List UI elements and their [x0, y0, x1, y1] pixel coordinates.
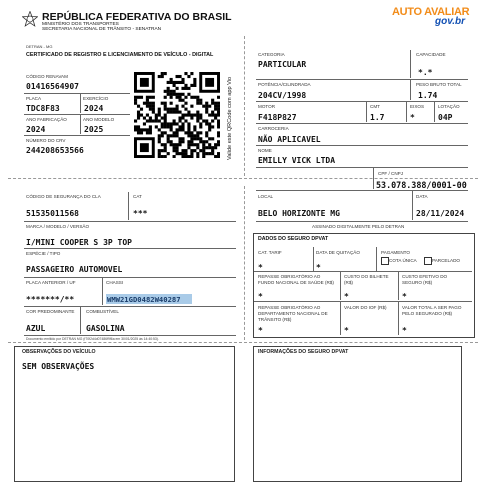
cla-label: CÓDIGO DE SEGURANÇA DO CLA [26, 194, 101, 199]
especie-label: ESPÉCIE / TIPO [26, 251, 61, 256]
chassi-label: CHASSI [106, 280, 124, 285]
carroceria-value: NÃO APLICAVEL [258, 135, 321, 144]
renavam-label: CÓDIGO RENAVAM [26, 74, 68, 79]
local-value: BELO HORIZONTE MG [258, 209, 340, 218]
dpvat-title: DADOS DO SEGURO DPVAT [258, 236, 329, 242]
repasse-fns-label: REPASSE OBRIGATÓRIO AO FUNDO NACIONAL DE SAÚDE (R$) [258, 274, 334, 285]
combustivel-value: GASOLINA [86, 324, 125, 333]
pagamento-label: PAGAMENTO [381, 250, 410, 255]
placa-value: TDC8F83 [26, 104, 60, 113]
parcelado-label: PARCELADO [432, 258, 460, 263]
valor-total-value: * [402, 326, 407, 335]
autoavaliar-logo-text: AUTO AVALIAR [392, 6, 470, 18]
info-dpvat-box [253, 346, 462, 482]
renavam-value: 01416564907 [26, 82, 79, 91]
cota-unica-label: COTA ÚNICA [389, 258, 417, 263]
cpf-value: 53.078.388/0001-00 [376, 180, 467, 190]
cat-tarif-label: CAT. TARIF [258, 250, 282, 255]
cat-tarif-value: * [258, 263, 263, 272]
header-ministry: MINISTÉRIO DOS TRANSPORTES [42, 22, 119, 27]
potencia-label: POTÊNCIA/CILINDRADA [258, 82, 311, 87]
combustivel-label: COMBUSTÍVEL [86, 309, 119, 314]
iof-value: * [344, 326, 349, 335]
eixos-value: * [410, 113, 415, 122]
exercicio-label: EXERCÍCIO [83, 96, 109, 101]
potencia-value: 204CV/1998 [258, 91, 307, 100]
repasse-fns-value: * [258, 292, 263, 301]
cota-unica-checkbox[interactable] [381, 257, 389, 265]
parcelado-checkbox[interactable] [424, 257, 432, 265]
ano-fabricacao-value: 2024 [26, 125, 46, 134]
ano-modelo-label: ANO MODELO [83, 117, 115, 122]
placa-anterior-value: *******/** [26, 295, 75, 304]
cor-label: COR PREDOMINANTE [26, 309, 75, 314]
carroceria-label: CARROCERIA [258, 126, 289, 131]
observacoes-label: OBSERVAÇÕES DO VEÍCULO [22, 349, 96, 355]
motor-value: F418P827 [258, 113, 297, 122]
info-dpvat-label: INFORMAÇÕES DO SEGURO DPVAT [258, 349, 349, 355]
repasse-denatran-label: REPASSE OBRIGATÓRIO AO DEPARTAMENTO NACIONAL DE TRÂNSITO (R$) [258, 305, 328, 322]
assinado-label: ASSINADO DIGITALMENTE PELO DETRAN [312, 224, 405, 229]
placa-label: PLACA [26, 96, 42, 101]
marca-label: MARCA / MODELO / VERSÃO [26, 224, 90, 229]
govbr-logo: gov.br [435, 16, 466, 27]
eixos-label: EIXOS [410, 104, 425, 109]
qr-code-graphic [134, 72, 220, 158]
iof-label: VALOR DO IOF (R$) [344, 305, 387, 310]
categoria-label: CATEGORIA [258, 52, 285, 57]
marca-value: I/MINI COOPER S 3P TOP [26, 238, 132, 247]
cmt-label: CMT [370, 104, 380, 109]
custo-efetivo-label: CUSTO EFETIVO DO SEGURO (R$) [402, 274, 448, 285]
cmt-value: 1.7 [370, 113, 385, 122]
capacidade-label: CAPACIDADE [416, 52, 446, 57]
cor-value: AZUL [26, 324, 46, 333]
autoavaliar-logo [392, 2, 478, 16]
peso-value: 1.74 [418, 91, 438, 100]
nome-label: NOME [258, 148, 272, 153]
lotacao-value: 04P [438, 113, 453, 122]
motor-label: MOTOR [258, 104, 276, 109]
document-title: CERTIFICADO DE REGISTRO E LICENCIAMENTO DE VEÍCULO - DIGITAL [26, 52, 214, 58]
data-label: DATA [416, 194, 428, 199]
footnote: Documento emitido por DETRAN MG (f70f2d4d07486f9f6a em 30/01/2025 às 14:40:53). [26, 337, 159, 341]
custo-efetivo-value: * [402, 292, 407, 301]
qr-caption: Valide este QRCode com app Vio [227, 76, 233, 160]
header-secretariat: SECRETARIA NACIONAL DE TRÂNSITO - SENATRAN [42, 27, 162, 32]
lotacao-label: LOTAÇÃO [438, 104, 460, 109]
categoria-value: PARTICULAR [258, 60, 307, 69]
data-quitacao-label: DATA DE QUITAÇÃO [316, 250, 360, 255]
especie-value: PASSAGEIRO AUTOMOVEL [26, 265, 123, 274]
cat-label: CAT [133, 194, 142, 199]
header-country: REPÚBLICA FEDERATIVA DO BRASIL [42, 11, 232, 23]
ano-fabricacao-label: ANO FABRICAÇÃO [26, 117, 67, 122]
nome-value: EMILLY VICK LTDA [258, 156, 336, 165]
ano-modelo-value: 2025 [84, 125, 104, 134]
brasil-coat-of-arms-icon [22, 11, 38, 27]
custo-bilhete-label: CUSTO DO BILHETE (R$) [344, 274, 389, 285]
custo-bilhete-value: * [344, 292, 349, 301]
chassi-value[interactable]: WMW21GD0482W40287 [107, 295, 181, 304]
repasse-denatran-value: * [258, 326, 263, 335]
cla-value: 51535011568 [26, 209, 79, 218]
local-label: LOCAL [258, 194, 274, 199]
placa-anterior-label: PLACA ANTERIOR / UF [26, 280, 76, 285]
capacidade-value: *.* [418, 68, 433, 77]
data-value: 28/11/2024 [416, 209, 465, 218]
exercicio-value: 2024 [84, 104, 104, 113]
data-quitacao-value: * [316, 263, 321, 272]
peso-label: PESO BRUTO TOTAL [416, 82, 462, 87]
cat-value: *** [133, 209, 148, 218]
detran-label: DETRAN - MG [26, 44, 53, 49]
crv-value: 244208653566 [26, 146, 84, 155]
observacoes-value: SEM OBSERVAÇÕES [22, 362, 95, 371]
qr-code [134, 72, 220, 158]
crv-label: NÚMERO DO CRV [26, 138, 66, 143]
cpf-label: CPF / CNPJ [378, 171, 404, 176]
valor-total-label: VALOR TOTAL A SER PAGO PELO SEGURADO (R$) [402, 305, 462, 316]
